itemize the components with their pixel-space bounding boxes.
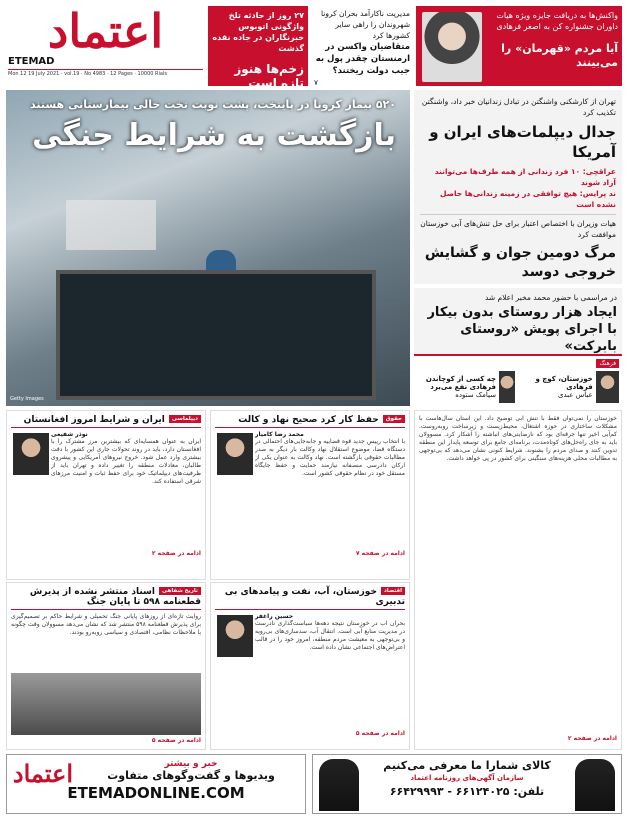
feature-more-link[interactable]: ادامه در صفحه ۲ bbox=[567, 735, 617, 742]
logo-latin: ETEMAD bbox=[8, 56, 55, 67]
story-khuzestan-headline: مرگ دومین جوان و گشایش خروجی دوسد bbox=[424, 245, 616, 280]
teaser-accident-headline: زخم‌ها هنوز تازه است bbox=[234, 62, 304, 90]
culture-item-1-title: خوزستان، کوچ و فرهادی bbox=[535, 375, 593, 391]
culture-item-1-author: عباس عبدی bbox=[558, 391, 593, 399]
photo-credit: Getty Images bbox=[10, 396, 44, 402]
hero-story[interactable] bbox=[6, 90, 410, 406]
section-tag: دیپلماسی bbox=[169, 415, 201, 423]
teaser-vaccine-kicker: مدیریت ناکارآمد بحران کرونا شهروندان را راهی سایر کشورها کرد bbox=[320, 9, 410, 40]
article-afghanistan-more-link[interactable]: ادامه در صفحه ۲ bbox=[151, 550, 201, 557]
ad-logo: اعتماد bbox=[12, 759, 73, 788]
story-villages-headline: ایجاد هزار روستای بدون بیکار با اجرای پویش «روستای بابرکت» bbox=[427, 305, 617, 354]
culture-item-1[interactable] bbox=[521, 371, 619, 403]
author-thumb bbox=[499, 371, 515, 403]
article-afghanistan-body: ایران به عنوان همسایه‌ای که بیشترین مرز مشترک را با افغانستان دارد، باید در روند تحولات جاری این کشور با دقت بیشتری وارد عمل شود. خروج نیروهای آمریکایی و پیشروی طالبان، معادلات منطقه را تغییر داده و تهران باید از ظرفیت‌های دیپلماتیک خود برای حفظ ثبات و امنیت مرزهای شرقی استفاده کند. bbox=[51, 438, 201, 485]
story-diplomats-bullet-2: ند پرایس: هیچ توافقی در زمینه زندانی‌ها حاصل نشده است bbox=[440, 189, 616, 209]
masthead bbox=[8, 6, 203, 88]
author-portrait bbox=[13, 433, 49, 475]
hero-kicker: ۵۲۰ بیمار کرونا در پایتخت، پشت نوبت تخت خالی بیمارستانی هستند bbox=[30, 98, 396, 111]
feature-column[interactable] bbox=[414, 410, 622, 750]
story-villages-kicker: در مراسمی با حضور محمد مخبر اعلام شد bbox=[484, 293, 617, 302]
historical-photo bbox=[11, 673, 201, 735]
culture-tag: فرهنگ bbox=[596, 359, 619, 368]
ad-left-line-2: ویدیوها و گفت‌وگوهای متفاوت bbox=[107, 769, 275, 782]
ad-left-url[interactable]: ETEMADONLINE.COM bbox=[67, 784, 245, 802]
story-diplomats-bullet-1: عراقچی: ۱۰ فرد زندانی از همه طرف‌ها می‌توانند آزاد شوند bbox=[434, 167, 616, 187]
article-afghanistan[interactable] bbox=[6, 410, 206, 580]
feature-body: خوزستان را نمی‌توان فقط با تنش آبی توضیح داد. این استان سال‌هاست با مشکلات ساختاری در حوزه اشتغال، محیط‌زیست و زیرساخت روبه‌روست. کم‌آبی اخیر تنها جرقه‌ای بود که نارضایتی‌های انباشته را آشکار کرد. مسوولان باید به جای راه‌حل‌های کوتاه‌مدت، برنامه‌ای جامع برای توسعه پایدار این منطقه تدوین کنند و صدای مردم را بشنوند. شرایط کنونی نشان می‌دهد که بی‌توجهی به مطالبات محلی هزینه‌های سنگینی برای کشور در پی خواهد داشت. bbox=[419, 415, 617, 462]
article-khuzestan[interactable] bbox=[210, 582, 410, 750]
story-khuzestan-kicker: هیات وزیران با اختصاص اعتبار برای حل تنش‌های آبی خوزستان موافقت کرد bbox=[420, 214, 616, 240]
article-afghanistan-headline: ایران و شرایط امروز افغانستان bbox=[23, 415, 165, 425]
patient-monitor-image bbox=[56, 270, 376, 400]
article-law-body: با انتخاب رییس جدید قوه قضاییه و جابه‌جایی‌های احتمالی در دستگاه قضا، موضوع استقلال نهاد وکالت بار دیگر به صدر مطالبات حقوقی بازگشته است. نهاد وکالت به عنوان یکی از ارکان دادرسی منصفانه نیازمند حمایت و حفظ جایگاه مستقل خود در نظام حقوقی کشور است. bbox=[255, 438, 405, 477]
story-diplomats[interactable] bbox=[414, 90, 622, 284]
silhouette-icon bbox=[575, 759, 615, 811]
section-tag: حقوق bbox=[383, 415, 405, 423]
article-law-more-link[interactable]: ادامه در صفحه ۷ bbox=[355, 550, 405, 557]
story-villages[interactable] bbox=[414, 288, 622, 354]
ad-advertising[interactable] bbox=[312, 754, 622, 814]
article-resolution-598-headline: اسناد منتشر نشده از پذیرش قطعنامه ۵۹۸ تا پایان جنگ bbox=[29, 587, 201, 607]
hospital-beds-image bbox=[66, 200, 156, 250]
issue-line: Mon 12 19 July 2021 · vol.19 · No 4983 · 12 Pages · 10000 Rials bbox=[8, 69, 203, 77]
article-khuzestan-body: بحران آب در خوزستان نتیجه دهه‌ها سیاست‌گذاری نادرست در مدیریت منابع آبی است. انتقال آب، سدسازی‌های بی‌رویه و بی‌توجهی به معیشت مردم منطقه، امروز خود را در قالب اعتراض‌های اجتماعی نشان داده است. bbox=[255, 620, 405, 651]
teaser-farhadi-text: واکنش‌ها به دریافت جایزه ویژه هیات داوران جشنواره کن به اصغر فرهادی bbox=[496, 11, 618, 31]
farhadi-photo bbox=[422, 12, 482, 82]
teaser-accident-text: ۲۷ روز از حادثه تلخ واژگونی اتوبوس خبرنگاران در جاده نقده گذشت bbox=[212, 11, 304, 53]
teaser-vaccine-headline: متقاضیان واکسن در ارمنستان چقدر پول به جیب دولت ریختند؟ bbox=[315, 42, 410, 76]
article-law[interactable] bbox=[210, 410, 410, 580]
teaser-vaccine[interactable] bbox=[312, 6, 412, 86]
article-khuzestan-author: حسین راغفر bbox=[255, 613, 294, 620]
article-law-headline: حفظ کار کرد صحیح نهاد و کالت bbox=[238, 415, 379, 425]
culture-item-2[interactable] bbox=[417, 371, 515, 403]
article-law-author: محمد رضا کامیار bbox=[255, 431, 304, 438]
teaser-accident[interactable] bbox=[208, 6, 308, 90]
newspaper-logo[interactable]: اعتماد bbox=[47, 4, 164, 58]
silhouette-icon bbox=[319, 759, 359, 811]
culture-strip bbox=[414, 354, 622, 406]
section-tag: تاریخ شفاهی bbox=[159, 587, 201, 595]
ad-right-sub: سازمان آگهی‌های روزنامه اعتماد bbox=[410, 774, 524, 782]
ad-left-line-1: خبر و بیشتر bbox=[164, 759, 218, 769]
author-thumb bbox=[596, 371, 619, 403]
ad-etemad-online[interactable] bbox=[6, 754, 306, 814]
section-tag: اقتصاد bbox=[381, 587, 405, 595]
author-portrait bbox=[217, 433, 253, 475]
article-afghanistan-author: نوذر شفیعی bbox=[51, 431, 88, 438]
hero-headline: بازگشت به شرایط جنگی bbox=[32, 118, 396, 153]
story-diplomats-kicker: تهران از کارشکنی واشنگتن در تبادل زندانیان خبر داد، واشنگتن تکذیب کرد bbox=[421, 97, 616, 117]
culture-item-2-title: چه کسی از کوچاندن فرهادی نفع می‌برد bbox=[425, 375, 496, 391]
article-resolution-598-more-link[interactable]: ادامه در صفحه ۵ bbox=[151, 737, 201, 744]
right-column bbox=[414, 90, 622, 354]
article-khuzestan-more-link[interactable]: ادامه در صفحه ۵ bbox=[355, 730, 405, 737]
ad-right-title: کالای شمارا ما معرفی می‌کنیم bbox=[383, 759, 551, 772]
ad-right-phone: تلفن: ۶۶۱۲۴۰۲۵ - ۶۶۴۲۹۹۹۳ bbox=[389, 785, 545, 798]
article-resolution-598[interactable] bbox=[6, 582, 206, 750]
culture-item-2-author: سیامک ستوده bbox=[455, 391, 496, 399]
article-khuzestan-headline: خوزستان، آب، نفت و پیامدهای بی تدبیری bbox=[224, 587, 405, 607]
teaser-farhadi[interactable] bbox=[416, 6, 622, 86]
article-resolution-598-body: روایت تازه‌ای از روزهای پایانی جنگ تحمیلی و شرایط حاکم بر تصمیم‌گیری برای پذیرش قطعنامه ۵۹۸ منتشر شد که نشان می‌دهد مسوولان وقت چگونه با ملاحظات نظامی، اقتصادی و سیاسی روبه‌رو بودند. bbox=[11, 613, 201, 636]
teaser-farhadi-title: آیا مردم «قهرمان» را می‌بینند bbox=[501, 42, 618, 69]
story-diplomats-headline: جدال دیپلمات‌های ایران و آمریکا bbox=[429, 123, 616, 161]
teaser-vaccine-page: ۷ bbox=[314, 78, 319, 87]
author-portrait bbox=[217, 615, 253, 657]
